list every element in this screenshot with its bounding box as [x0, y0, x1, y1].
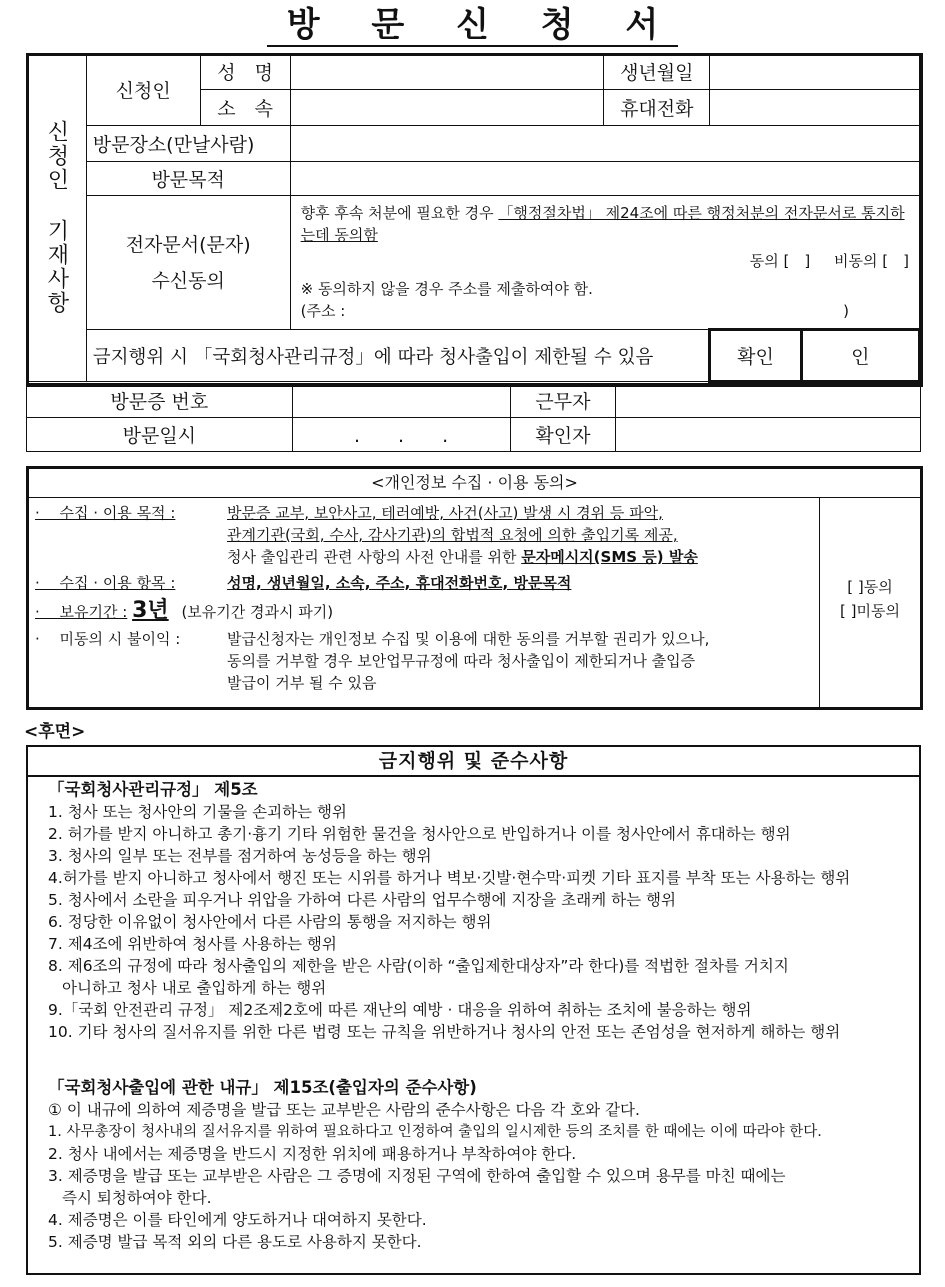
checker-field[interactable]: [616, 418, 921, 452]
privacy-consent-box: [26, 466, 923, 710]
edoc-consent-text: 향후 후속 처분에 필요한 경우 「행정절차법」 제24조에 따른 행정처분의 전자문서로 통지하는데 동의함: [300, 204, 905, 244]
pass-number-field[interactable]: [292, 384, 510, 418]
staff-table: [26, 383, 921, 452]
list-item: 1. 사무총장이 청사내의 질서유지를 위하여 필요하다고 인정하여 출입의 일시제한 등의 조치를 한 때에는 이에 따라야 한다.: [48, 1124, 822, 1140]
purpose-text: [227, 502, 817, 568]
list-item: 1. 청사 또는 청사안의 기물을 손괴하는 행위: [48, 803, 347, 821]
rules-section-1-heading: 「국회청사관리규정」 제5조: [48, 780, 258, 799]
purpose-line1: 방문증 교부, 보안사고, 테러예방, 사건(사고) 발생 시 경위 등 파악,: [227, 504, 663, 522]
phone-label: 휴대전화: [604, 90, 710, 126]
list-item: 아니하고 청사 내로 출입하게 하는 행위: [62, 979, 327, 997]
refuse-text: [227, 628, 817, 694]
list-item: 4.허가를 받지 아니하고 청사에서 행진 또는 시위를 하거나 벽보·깃발·현수막·피켓 기타 표지를 부착 또는 사용하는 행위: [48, 869, 851, 887]
list-item: 8. 제6조의 규정에 따라 청사출입의 제한을 받은 사람(이하 “출입제한대상자”라 한다)를 적법한 절차를 거치지: [48, 957, 789, 975]
prohibition-notice: 금지행위 시 「국회청사관리규정」에 따라 청사출입이 제한될 수 있음: [86, 330, 710, 382]
edoc-agree-checkbox[interactable]: 동의 [ ]: [749, 252, 811, 270]
list-item: 6. 정당한 이유없이 청사안에서 다른 사람의 통행을 저지하는 행위: [48, 913, 492, 931]
visit-purpose-label: 방문목적: [86, 162, 290, 196]
list-item: 10. 기타 청사의 질서유지를 위한 다른 법령 또는 규칙을 위반하거나 청사의 안전 또는 존엄성을 현저하게 해하는 행위: [48, 1023, 841, 1041]
address-note: ※ 동의하지 않을 경우 주소를 제출하여야 함.: [300, 280, 593, 298]
privacy-consent-options: [825, 575, 915, 623]
applicant-label: 신청인: [86, 54, 200, 126]
refuse-line2: 동의를 거부할 경우 보안업무규정에 따라 청사출입이 제한되거나 출입증: [227, 652, 696, 670]
visit-place-field[interactable]: [290, 126, 919, 162]
purpose-label: · 수집 · 이용 목적 :: [35, 504, 176, 522]
edoc-agree-options: [301, 250, 909, 272]
birth-field[interactable]: [710, 54, 920, 90]
rules-section-1: [48, 779, 913, 1043]
list-item: 즉시 퇴청하여야 한다.: [62, 1189, 212, 1207]
application-form-table: [26, 53, 921, 383]
list-item: 4. 제증명은 이를 타인에게 양도하거나 대여하지 못한다.: [48, 1211, 427, 1229]
rules-title: 금지행위 및 준수사항: [28, 747, 919, 777]
pass-number-label: 방문증 번호: [27, 384, 293, 418]
back-side-label: <후면>: [24, 722, 86, 742]
purpose-line3: 청사 출입관리 관련 사항의 사전 안내를 위한 문자메시지(SMS 등) 발송: [227, 548, 698, 566]
checker-label: 확인자: [510, 418, 616, 452]
applicant-section-label: 신청인 기재사항: [27, 54, 87, 382]
period-note: (보유기간 경과시 파기): [181, 603, 334, 621]
visit-purpose-field[interactable]: [290, 162, 919, 196]
seal-field[interactable]: 인: [801, 330, 919, 382]
list-item: 7. 제4조에 위반하여 청사를 사용하는 행위: [48, 935, 337, 953]
purpose-row: [35, 502, 815, 572]
edoc-disagree-checkbox[interactable]: 비동의 [ ]: [834, 252, 909, 270]
address-field[interactable]: (주소 : ): [300, 302, 849, 320]
name-label: 성 명: [200, 54, 290, 90]
worker-label: 근무자: [510, 384, 616, 418]
list-item: 3. 청사의 일부 또는 전부를 점거하여 농성등을 하는 행위: [48, 847, 432, 865]
rules-section-2: [48, 1077, 913, 1253]
refuse-line1: 발급신청자는 개인정보 수집 및 이용에 대한 동의를 거부할 권리가 있으나,: [227, 630, 710, 648]
visit-date-field[interactable]: . . .: [292, 418, 510, 452]
privacy-body: [29, 498, 820, 707]
refuse-line3: 발급이 거부 될 수 있음: [227, 674, 377, 692]
list-item: 5. 청사에서 소란을 피우거나 위압을 가하여 다른 사람의 업무수행에 지장을 초래케 하는 행위: [48, 891, 676, 909]
edoc-consent-label: [86, 196, 290, 330]
edoc-consent-content: [290, 196, 919, 330]
edoc-label-line2: 수신동의: [151, 269, 225, 292]
worker-field[interactable]: [616, 384, 921, 418]
name-field[interactable]: [290, 54, 604, 90]
list-item: 2. 허가를 받지 아니하고 총기·흉기 기타 위험한 물건을 청사안으로 반입하거나 이를 청사안에서 휴대하는 행위: [48, 825, 791, 843]
refuse-label: · 미동의 시 불이익 :: [35, 630, 181, 648]
period-value: 3년: [132, 598, 169, 623]
visit-place-label: 방문장소(만날사람): [86, 126, 290, 162]
period-row: [35, 596, 815, 627]
period-label: · 보유기간 :: [35, 603, 128, 621]
rules-section-2-heading: 「국회청사출입에 관한 내규」 제15조(출입자의 준수사항): [48, 1078, 477, 1097]
phone-field[interactable]: [710, 90, 920, 126]
birth-label: 생년월일: [604, 54, 710, 90]
privacy-disagree-checkbox[interactable]: [ ]미동의: [840, 602, 900, 620]
list-item: 9.「국회 안전관리 규정」 제2조제2호에 따른 재난의 예방 · 대응을 위하여 취하는 조치에 불응하는 행위: [48, 1001, 752, 1019]
items-text: 성명, 생년월일, 소속, 주소, 휴대전화번호, 방문목적: [227, 574, 572, 592]
list-item: 5. 제증명 발급 목적 외의 다른 용도로 사용하지 못한다.: [48, 1233, 422, 1251]
privacy-agree-checkbox[interactable]: [ ]동의: [847, 578, 893, 596]
affiliation-label: 소 속: [200, 90, 290, 126]
confirm-label: 확인: [710, 330, 801, 382]
privacy-title: <개인정보 수집 · 이용 동의>: [29, 469, 920, 498]
rules-box: [26, 745, 921, 1275]
form-title: 방 문 신 청 서: [0, 4, 945, 46]
purpose-line2: 관계기관(국회, 수사, 감사기관)의 합법적 요청에 의한 출입기록 제공,: [227, 526, 678, 544]
visit-date-label: 방문일시: [27, 418, 293, 452]
affiliation-field[interactable]: [290, 90, 604, 126]
list-item: 3. 제증명을 발급 또는 교부받은 사람은 그 증명에 지정된 구역에 한하여 출입할 수 있으며 용무를 마친 때에는: [48, 1167, 786, 1185]
list-item: ① 이 내규에 의하여 제증명을 발급 또는 교부받은 사람의 준수사항은 다음 각 호와 같다.: [48, 1101, 640, 1119]
list-item: 2. 청사 내에서는 제증명을 반드시 지정한 위치에 패용하거나 부착하여야 한다.: [48, 1145, 577, 1163]
items-label: · 수집 · 이용 항목 :: [35, 574, 176, 592]
edoc-label-line1: 전자문서(문자): [125, 233, 251, 256]
